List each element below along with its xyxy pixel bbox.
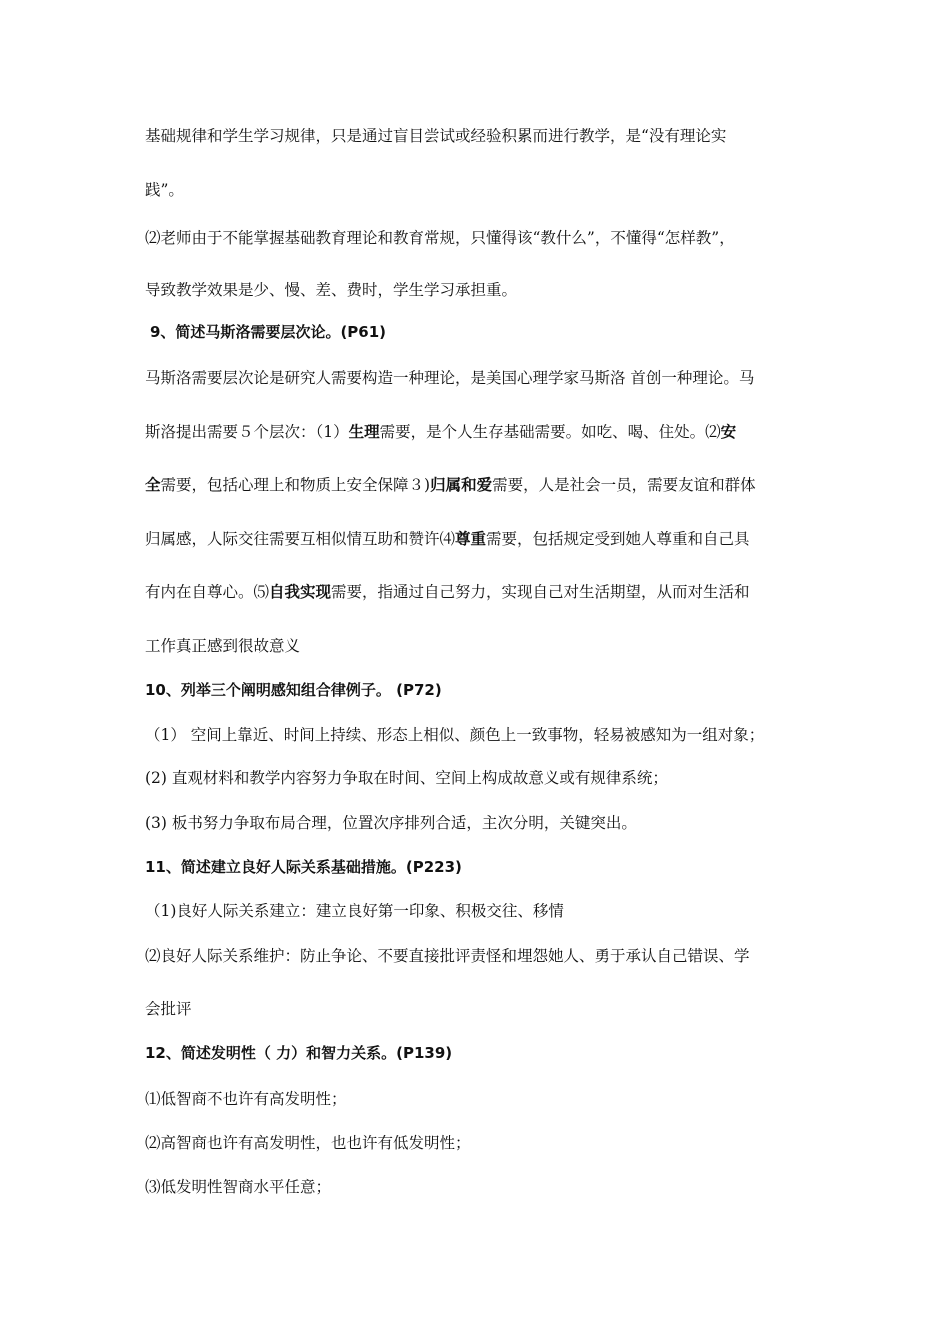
bold-term: 归属和爱 [430, 476, 493, 494]
text-span: 需要，包括规定受到她人尊重和自己具 [486, 530, 750, 548]
section-heading-12: 12、简述发明性（ 力）和智力关系。(P139) [145, 1044, 453, 1062]
text-span: 需要，指通过自己努力，实现自己对生活期望，从而对生活和 [331, 583, 750, 601]
text-line: 基础规律和学生学习规律，只是通过盲目尝试或经验积累而进行教学，是“没有理论实 [145, 127, 727, 145]
text-line [145, 475, 756, 495]
text-span: 归属感，人际交往需要互相似情互助和赞许⑷ [145, 530, 456, 548]
text-line: 马斯洛需要层次论是研究人需要构造一种理论，是美国心理学家马斯洛 首创一种理论。马 [145, 369, 755, 387]
text-line: ⑵高智商也许有高发明性，也也许有低发明性； [145, 1134, 471, 1152]
text-line [145, 422, 736, 442]
text-line: (3) 板书努力争取布局合理，位置次序排列合适，主次分明，关键突出。 [145, 814, 637, 832]
bold-term: 安 [720, 423, 737, 441]
text-span: 需要，人是社会一员，需要友谊和群体 [492, 476, 756, 494]
text-line: ⑵老师由于不能掌握基础教育理论和教育常规，只懂得该“教什么”，不懂得“怎样教”， [145, 229, 735, 247]
text-line [145, 582, 750, 602]
text-line: ⑶低发明性智商水平任意； [145, 1178, 332, 1196]
section-heading-10: 10、列举三个阐明感知组合律例子。 (P72) [145, 681, 442, 699]
bold-term: 全 [145, 476, 161, 494]
text-line: （1)良好人际关系建立：建立良好第一印象、积极交往、移情 [145, 902, 564, 920]
text-line: （1） 空间上靠近、时间上持续、形态上相似、颜色上一致事物，轻易被感知为一组对象； [145, 726, 765, 744]
section-heading-11: 11、简述建立良好人际关系基础措施。(P223) [145, 858, 462, 876]
bold-term: 尊重 [455, 530, 487, 548]
text-line: 导致教学效果是少、慢、差、费时，学生学习承担重。 [145, 281, 518, 299]
text-line: 工作真正感到很故意义 [145, 637, 301, 655]
text-span: 斯洛提出需要５个层次：（1） [145, 423, 349, 441]
text-line: ⑵良好人际关系维护：防止争论、不要直接批评责怪和埋怨她人、勇于承认自己错误、学 [145, 947, 750, 965]
text-line: (2) 直观材料和教学内容努力争取在时间、空间上构成故意义或有规律系统； [145, 769, 668, 787]
text-span: 有内在自尊心。⑸ [145, 583, 270, 601]
text-line [145, 529, 750, 549]
text-line: ⑴低智商不也许有高发明性； [145, 1090, 347, 1108]
bold-term: 生理 [348, 423, 380, 441]
text-line: 践”。 [145, 181, 184, 199]
section-heading-9: 9、简述马斯洛需要层次论。(P61) [150, 323, 387, 341]
bold-term: 自我实现 [269, 583, 332, 601]
text-line: 会批评 [145, 1000, 192, 1018]
text-span: 需要，包括心理上和物质上安全保障３) [160, 476, 431, 494]
text-span: 需要，是个人生存基础需要。如吃、喝、住处。⑵ [379, 423, 721, 441]
